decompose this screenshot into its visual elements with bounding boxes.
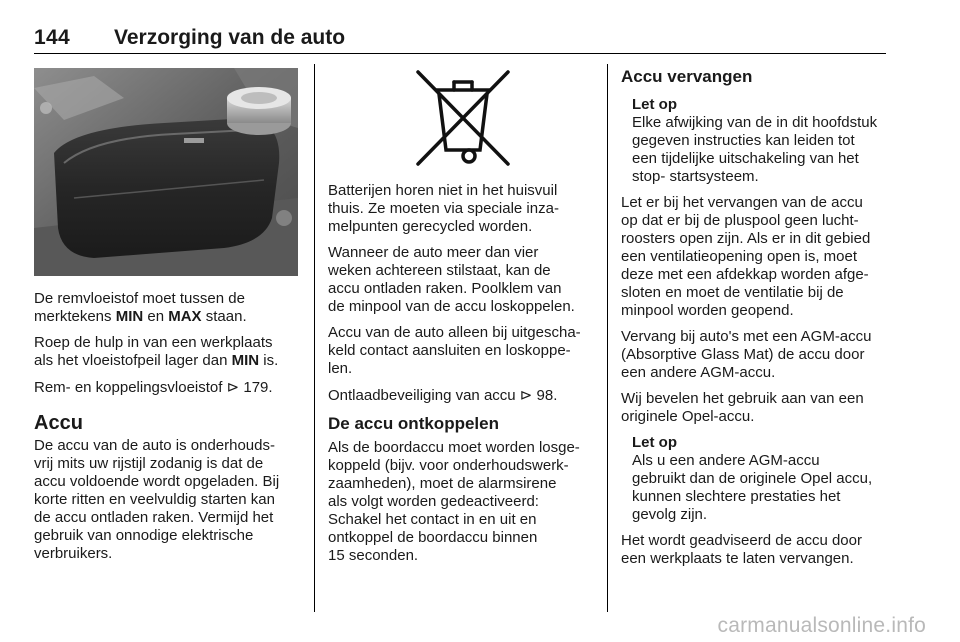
agm-battery-paragraph: Vervang bij auto's met een AGM-accu (Absorptive Glass Mat) de accu door een andere AGM-accu.	[621, 328, 872, 381]
reservoir-illustration	[34, 68, 298, 276]
note-block-2: Let op Als u een andere AGM-accu gebruikt dan de originele Opel accu, kunnen slechtere prestaties het gevolg zijn.	[621, 434, 889, 524]
ventilation-paragraph: Let er bij het vervangen van de accu op dat er bij de pluspool geen lucht- roosters open zijn. Als er in dit gebied een ventilatieopening open is, moet deze met een afdekkap worden afge- sloten en moet de ventilatie bij de minpool worden geopend.	[621, 194, 871, 319]
max-mark: MAX	[168, 308, 202, 325]
page-reference-arrow-icon: ⊳	[519, 386, 533, 404]
subsection-title-replace: Accu vervangen	[621, 67, 753, 86]
note-block-1: Let op Elke afwijking van de in dit hoofdstuk gegeven instructies kan leiden tot een tijdelijke uitschakeling van het stop- startsysteem.	[621, 96, 889, 186]
page-number: 144	[34, 26, 70, 49]
discharge-protection-reference: Ontlaadbeveiliging van accu ⊳ 98.	[328, 386, 558, 404]
subsection-title-disconnect: De accu ontkoppelen	[328, 414, 499, 433]
recycling-symbol-area	[328, 62, 600, 174]
page-reference-arrow-icon: ⊳	[226, 378, 240, 396]
min-mark: MIN	[115, 308, 144, 325]
reference-page-link[interactable]: 179.	[239, 379, 273, 396]
column-divider-1	[314, 64, 315, 612]
disconnect-paragraph: Als de boordaccu moet worden losge- koppeld (bijv. voor onderhoudswerk- zaamheden), moet de alarmsirene als volgt worden gedeactiveerd: Schakel het contact in en uit en ontkoppel de boordaccu binnen 15 seconden.	[328, 439, 580, 564]
page-header	[34, 26, 886, 52]
brake-fluid-level-paragraph: De remvloeistof moet tussen de merktekens MIN en MAX staan.	[34, 290, 247, 325]
column-3	[621, 66, 889, 576]
watermark[interactable]: carmanualsonline.info	[717, 614, 926, 637]
brake-clutch-fluid-reference: Rem- en koppelingsvloeistof ⊳ 179.	[34, 378, 273, 396]
reference-page-link[interactable]: 98.	[532, 387, 558, 404]
chapter-title: Verzorging van de auto	[114, 26, 346, 49]
crossed-out-wheelie-bin-icon	[406, 66, 520, 170]
note-title: Let op	[632, 434, 677, 451]
column-1	[34, 290, 304, 571]
workshop-help-paragraph: Roep de hulp in van een werkplaats als het vloeistofpeil lager dan MIN is.	[34, 334, 279, 369]
ignition-off-paragraph: Accu van de auto alleen bij uitgescha- keld contact aansluiten en loskoppe- len.	[328, 324, 581, 377]
section-title-accu: Accu	[34, 412, 83, 434]
brake-fluid-reservoir-photo	[34, 68, 298, 276]
long-standstill-paragraph: Wanneer de auto meer dan vier weken achtereen stilstaat, kan de accu ontladen raken. Poolklem van de minpool van de accu loskoppelen.	[328, 244, 575, 315]
original-battery-paragraph: Wij bevelen het gebruik aan van een originele Opel-accu.	[621, 390, 864, 425]
note-title: Let op	[632, 96, 677, 113]
workshop-replacement-paragraph: Het wordt geadviseerd de accu door een werkplaats te laten vervangen.	[621, 532, 862, 567]
column-2	[328, 62, 600, 573]
battery-disposal-paragraph: Batterijen horen niet in het huisvuil thuis. Ze moeten via speciale inza- melpunten gerecycled worden.	[328, 182, 559, 235]
accu-intro-paragraph: De accu van de auto is onderhouds- vrij mits uw rijstijl zodanig is dat de accu voldoende wordt opgeladen. Bij korte ritten en veelvuldig starten kan de accu ontladen raken. Vermijd het gebruik van onnodige elektrische verbruikers.	[34, 437, 280, 562]
min-mark: MIN	[231, 352, 260, 369]
header-rule	[34, 53, 886, 54]
column-divider-2	[607, 64, 608, 612]
